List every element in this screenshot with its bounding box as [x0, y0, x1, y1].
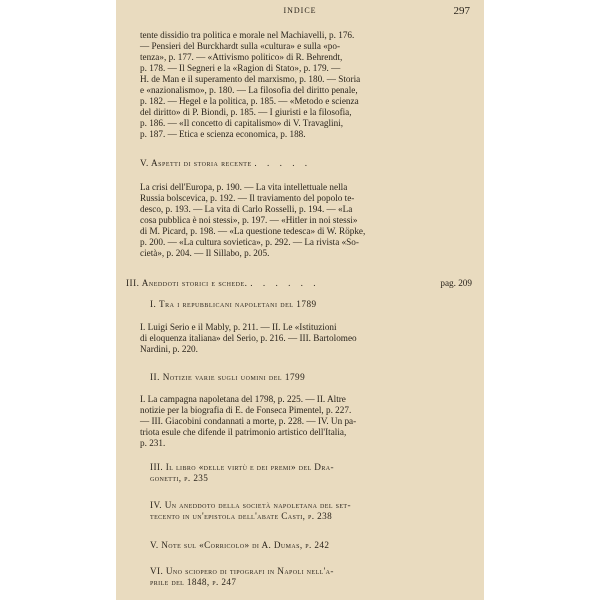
index-line: — III. Giacobini condannati a morte, p. 228. — IV. Un pa-: [140, 416, 357, 426]
index-line: VI. Uno sciopero di tipografi in Napoli nell'a-: [150, 566, 334, 576]
subsection-entry-v: [150, 540, 456, 551]
index-line: p. 200. — «La cultura sovietica», p. 292. — La rivista «So-: [140, 237, 359, 247]
index-entries-block-3: [140, 322, 460, 355]
subsection-heading-i: I. Tra i repubblicani napoletani del 1789: [150, 299, 317, 309]
index-line: III. Il libro «delle virtù e dei premi» del Dra-: [150, 462, 334, 472]
index-entries-block-2: [140, 182, 460, 259]
index-line: V. Note sul «Corricolo» di A. Dumas, p. 242: [150, 540, 330, 550]
index-line: prile del 1848, p. 247: [150, 577, 237, 587]
index-line: tenza», p. 177. — «Attivismo politico» di R. Behrendt,: [140, 52, 343, 62]
section-heading-iii: III. Aneddoti storici e schede. . . . . . .: [126, 278, 320, 288]
running-header-title: INDICE: [283, 6, 317, 15]
index-line: I. Luigi Serio e il Mably, p. 211. — II. Le «Istituzioni: [140, 322, 337, 332]
index-line: notizie per la biografia di E. de Fonseca Pimentel, p. 227.: [140, 405, 352, 415]
index-line: IV. Un aneddoto della società napoletana del set-: [150, 500, 351, 510]
book-page: [116, 0, 484, 600]
index-line: cietà», p. 204. — Il Sillabo, p. 205.: [140, 248, 270, 258]
index-line: p. 187. — Etica e scienza economica, p. 188.: [140, 129, 306, 139]
page-number: 297: [453, 5, 470, 17]
index-line: La crisi dell'Europa, p. 190. — La vita intellettuale nella: [140, 182, 348, 192]
index-line: desco, p. 193. — La vita di Carlo Rosselli, p. 194. — «La: [140, 204, 353, 214]
index-entries-block-4: [140, 394, 460, 449]
subsection-entry-iv: [150, 500, 456, 522]
index-entries-block-1: [140, 30, 460, 140]
index-line: di M. Picard, p. 198. — «La questione tedesca» di W. Röpke,: [140, 226, 366, 236]
index-line: cosa pubblica è noi stessi», p. 197. — «Hitler in noi stessi»: [140, 215, 358, 225]
section-iii-page-ref: pag. 209: [440, 278, 472, 288]
index-line: gonetti, p. 235: [150, 473, 209, 483]
subsection-entry-iii: [150, 462, 456, 484]
index-line: p. 182. — Hegel e la politica, p. 185. — «Metodo e scienza: [140, 96, 359, 106]
section-heading-v: V. Aspetti di storia recente . . . . .: [140, 158, 312, 168]
index-line: p. 231.: [140, 438, 166, 448]
index-line: p. 178. — Il Segneri e la «Ragion di Stato», p. 179. —: [140, 63, 341, 73]
index-line: H. de Man e il superamento del marxismo, p. 180. — Storia: [140, 74, 361, 84]
index-line: p. 186. — «Il concetto di capitalismo» di V. Travaglini,: [140, 118, 344, 128]
subsection-heading-ii: II. Notizie varie sugli uomini del 1799: [150, 372, 306, 382]
index-line: I. La campagna napoletana del 1798, p. 225. — II. Altre: [140, 394, 346, 404]
index-line: tente dissidio tra politica e morale nel Machiavelli, p. 176.: [140, 30, 355, 40]
index-line: Russia bolscevica, p. 192. — Il traviamento del popolo te-: [140, 193, 355, 203]
subsection-entry-vi: [150, 566, 456, 588]
index-line: del diritto» di P. Biondi, p. 185. — I giuristi e la filosofia,: [140, 107, 352, 117]
index-line: di eloquenza italiana» del Serio, p. 216. — III. Bartolomeo: [140, 333, 357, 343]
index-line: triota esule che difende il patrimonio artistico dell'Italia,: [140, 427, 347, 437]
index-line: — Pensieri del Burckhardt sulla «cultura» e sulla «po-: [140, 41, 341, 51]
index-line: tecento in un'epistola dell'abate Casti, p. 238: [150, 511, 333, 521]
index-line: Nardini, p. 220.: [140, 344, 198, 354]
index-line: e «nazionalismo», p. 180. — La filosofia del diritto penale,: [140, 85, 358, 95]
